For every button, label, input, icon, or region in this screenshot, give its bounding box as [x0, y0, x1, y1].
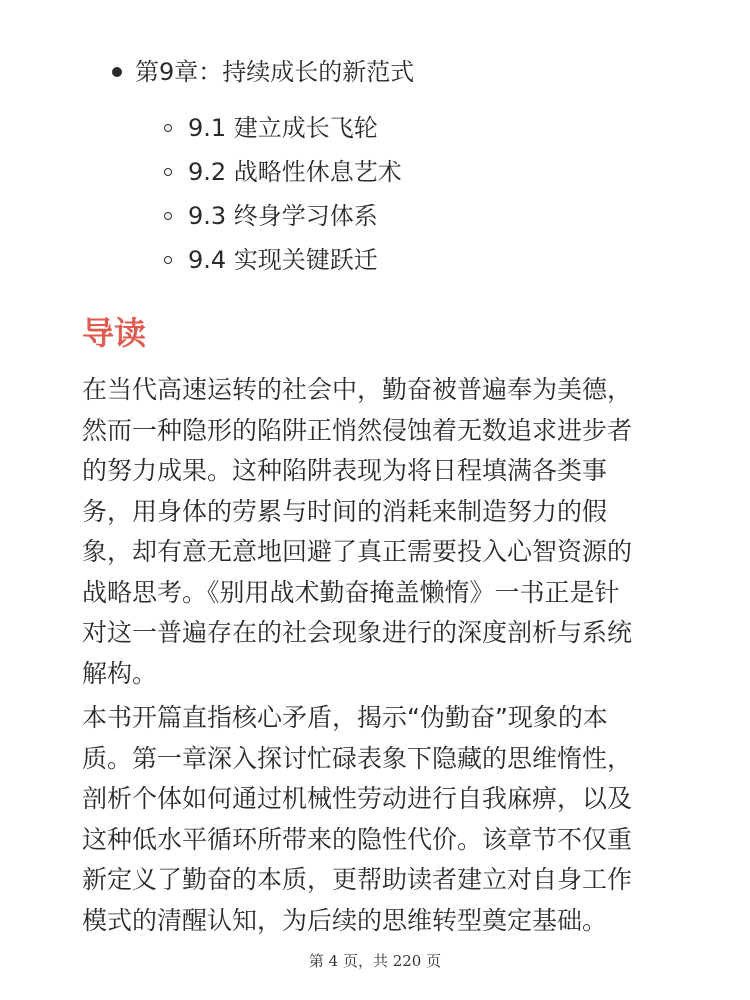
paragraph-line: 本书开篇直指核心矛盾，揭示“伪勤奋”现象的本: [82, 703, 608, 732]
toc-section-item: 9.1 建立成长飞轮: [188, 114, 378, 142]
paragraph-line: 在当代高速运转的社会中，勤奋被普遍奉为美德，: [82, 375, 633, 404]
bullet-circle-icon: [164, 168, 172, 176]
toc-section-item: 9.3 终身学习体系: [188, 202, 378, 230]
paragraph-line: 务，用身体的劳累与时间的消耗来制造努力的假: [82, 496, 608, 526]
toc-section-item: 9.2 战略性休息艺术: [188, 158, 402, 186]
toc-chapter-title: 第9章：持续成长的新范式: [135, 58, 415, 86]
paragraph-line: 然而一种隐形的陷阱正悄然侵蚀着无数追求进步者: [82, 415, 633, 445]
paragraph-line: 模式的清醒认知，为后续的思维转型奠定基础。: [82, 905, 608, 935]
paragraph-line: 质。第一章深入探讨忙碌表象下隐藏的思维惰性，: [82, 743, 633, 773]
paragraph-line: 剖析个体如何通过机械性劳动进行自我麻痹，以及: [82, 784, 633, 813]
paragraph-line: 解构。: [82, 658, 158, 688]
paragraph-line: 象，却有意无意地回避了真正需要投入心智资源的: [82, 537, 633, 566]
bullet-circle-icon: [164, 124, 172, 132]
bullet-circle-icon: [164, 256, 172, 264]
intro-paragraph-1: [82, 370, 682, 694]
paragraph-line: 这种低水平循环所带来的隐性代价。该章节不仅重: [82, 824, 633, 854]
page-number-footer: 第 4 页，共 220 页: [308, 952, 442, 970]
paragraph-line: 战略思考。《别用战术勤奋掩盖懒惰》一书正是针: [82, 577, 620, 607]
intro-heading: 导读: [82, 314, 147, 352]
intro-paragraph-2: [82, 698, 682, 941]
paragraph-line: 对这一普遍存在的社会现象进行的深度剖析与系统: [82, 618, 633, 647]
toc-section-item: 9.4 实现关键跃迁: [188, 246, 378, 274]
bullet-disc-icon: [112, 67, 122, 77]
bullet-circle-icon: [164, 212, 172, 220]
paragraph-line: 的努力成果。这种陷阱表现为将日程填满各类事: [82, 456, 608, 485]
paragraph-line: 新定义了勤奋的本质，更帮助读者建立对自身工作: [82, 865, 633, 894]
